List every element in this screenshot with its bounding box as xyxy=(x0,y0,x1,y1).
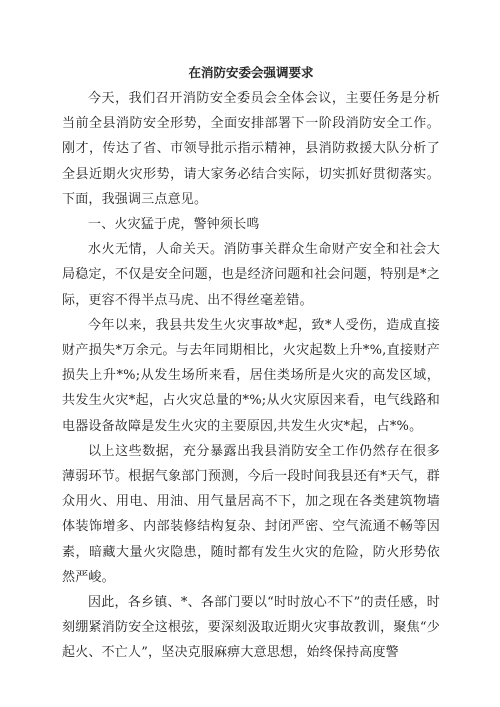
paragraph-intro: 今天，我们召开消防安全委员会全体会议，主要任务是分析当前全县消防安全形势，全面安排部署下一阶段消防安全工作。刚才，传达了省、市领导批示指示精神，县消防救援大队分析了全县近期火灾形势，请大家务必结合实际，切实抓好贯彻落实。下面，我强调三点意见。 xyxy=(62,91,440,207)
paragraph-statistics: 今年以来，我县共发生火灾事故*起，致*人受伤，造成直接财产损失*万余元。与去年同期相比，火灾起数上升*%,直接财产损失上升*%;从发生场所来看，居住类场所是火灾的高发区域，共发生火灾*起，占火灾总量的*%;从火灾原因来看，电气线路和电器设备故障是发生火灾的主要原因,共发生火灾*起，占*%。 xyxy=(62,317,440,434)
paragraph-importance: 水火无情，人命关天。消防事关群众生命财产安全和社会大局稳定，不仅是安全问题，也是经济问题和社会问题，特别是*之际，更容不得半点马虎、出不得丝毫差错。 xyxy=(62,242,440,308)
paragraph-weaknesses: 以上这些数据，充分暴露出我县消防安全工作仍然存在很多薄弱环节。根据气象部门预测，今后一段时间我县还有*天气，群众用火、用电、用油、用气量居高不下，加之现在各类建筑物墙体装饰增多、内部装修结构复杂、封闭严密、空气流通不畅等因素，暗藏大量火灾隐患，随时都有发生火灾的危险，防火形势依然严峻。 xyxy=(62,443,440,585)
section-heading-1: 一、火灾猛于虎，警钟须长鸣 xyxy=(88,217,260,233)
paragraph-requirements: 因此，各乡镇、*、各部门要以“时时放心不下”的责任感，时刻绷紧消防安全这根弦，要深刻汲取近期火灾事故教训，聚焦“少起火、不亡人”，坚决克服麻痹大意思想，始终保持高度警 xyxy=(62,595,440,661)
document-page xyxy=(62,62,440,666)
document-title: 在消防安委会强调要求 xyxy=(188,65,314,80)
